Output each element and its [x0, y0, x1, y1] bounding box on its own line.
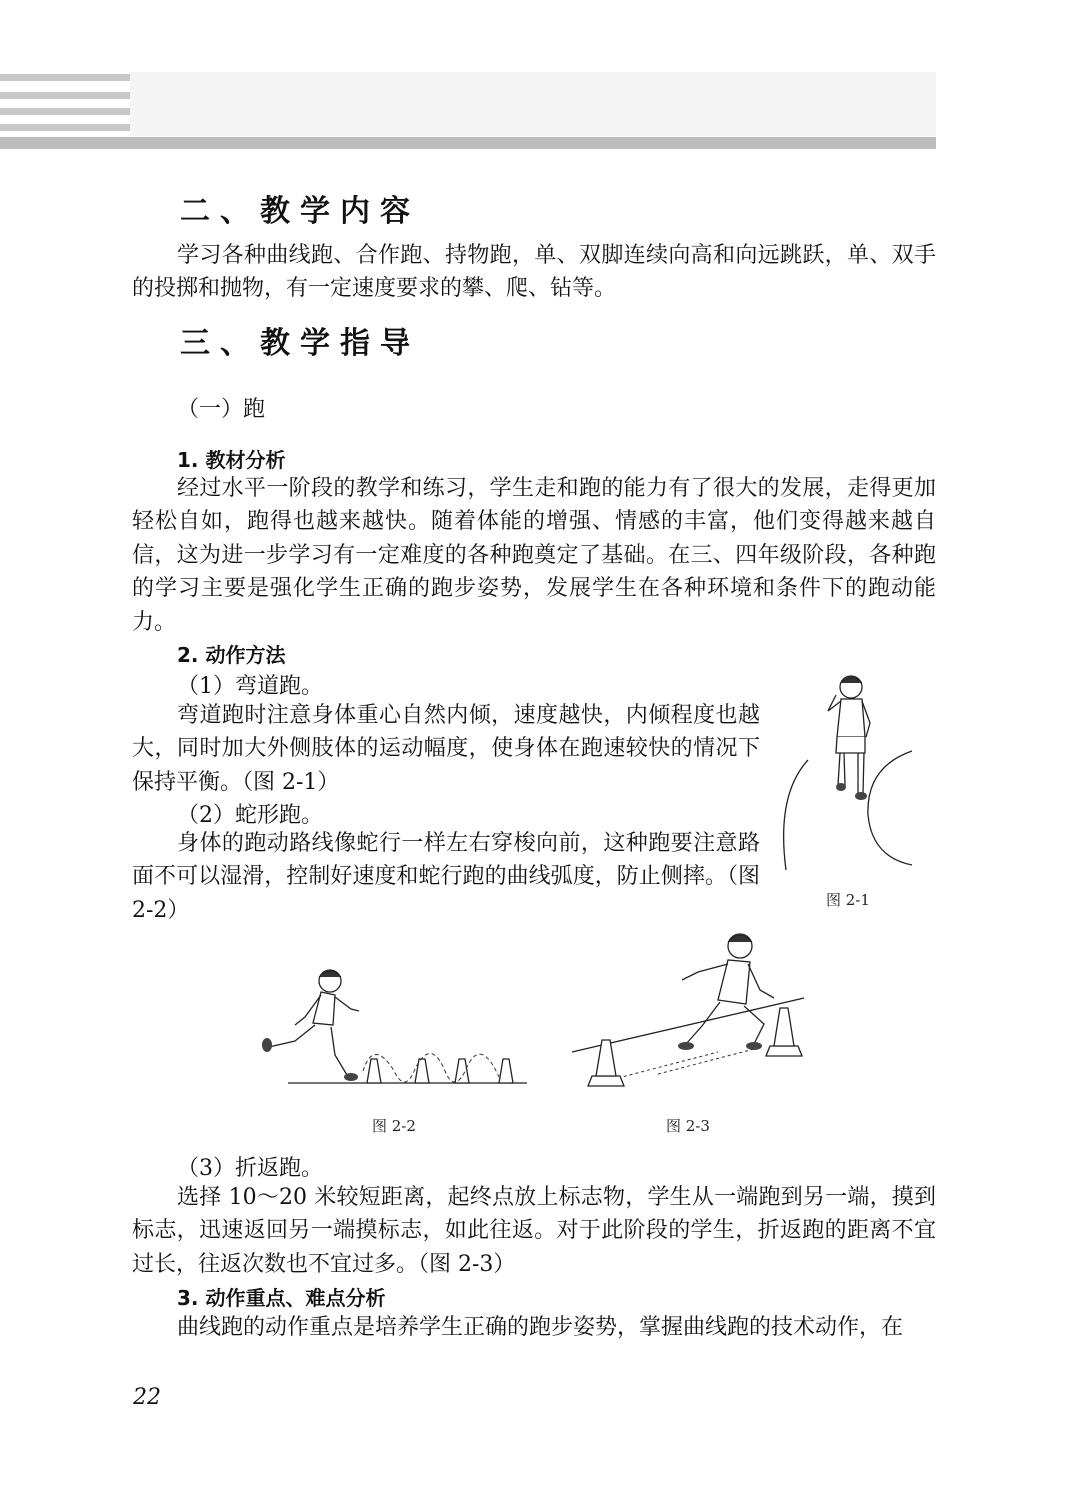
run-heading: （一）跑 — [177, 397, 266, 422]
curve-run-heading: （1）弯道跑。 — [177, 674, 323, 699]
curve-run-paragraph: 弯道跑时注意身体重心自然内倾，速度越快，内倾程度也越大，同时加大外侧肢体的运动幅度，使身体在跑速较快的情况下保持平衡。（图 2-1） — [132, 703, 760, 795]
header-band — [130, 72, 936, 136]
snake-run-paragraph: 身体的跑动路线像蛇行一样左右穿梭向前，这种跑要注意路面不可以湿滑，控制好速度和蛇行跑的曲线弧度，防止侧摔。（图 2-2） — [132, 831, 760, 923]
figure-2-3-caption: 图 2-3 — [666, 1117, 710, 1135]
method-heading: 2. 动作方法 — [177, 643, 286, 667]
header-stripe — [0, 108, 130, 115]
header-stripe — [0, 74, 130, 81]
section-title-guide: 三、教学指导 — [180, 326, 420, 361]
header-stripe — [0, 124, 130, 131]
figure-2-3-illustration — [568, 928, 808, 1098]
figure-2-1-caption: 图 2-1 — [826, 891, 870, 909]
shuttle-run-paragraph: 选择 10～20 米较短距离，起终点放上标志物，学生从一端跑到另一端，摸到标志，迅速返回另一端摸标志，如此往返。对于此阶段的学生，折返跑的距离不宜过长，往返次数也不宜过多。（图 2-3） — [132, 1185, 936, 1277]
snake-run-heading: （2）蛇形跑。 — [177, 803, 323, 828]
page-number: 22 — [133, 1385, 161, 1410]
content-paragraph: 学习各种曲线跑、合作跑、持物跑，单、双脚连续向高和向远跳跃，单、双手的投掷和抛物，有一定速度要求的攀、爬、钻等。 — [132, 243, 936, 302]
analysis-heading: 1. 教材分析 — [177, 448, 286, 472]
header-stripe — [0, 92, 130, 99]
analysis-paragraph: 经过水平一阶段的教学和练习，学生走和跑的能力有了很大的发展，走得更加轻松自如，跑得也越来越快。随着体能的增强、情感的丰富，他们变得越来越自信，这为进一步学习有一定难度的各种跑奠定了基础。在三、四年级阶段，各种跑的学习主要是强化学生正确的跑步姿势，发展学生在各种环境和条件下的跑动能力。 — [132, 476, 936, 635]
figure-2-2-illustration — [255, 955, 530, 1095]
header-bar — [0, 137, 936, 149]
figure-2-1-illustration — [778, 665, 918, 875]
shuttle-run-heading: （3）折返跑。 — [177, 1156, 323, 1181]
key-points-heading: 3. 动作重点、难点分析 — [177, 1286, 386, 1310]
key-points-paragraph: 曲线跑的动作重点是培养学生正确的跑步姿势，掌握曲线跑的技术动作，在 — [177, 1315, 904, 1340]
figure-2-2-caption: 图 2-2 — [372, 1117, 416, 1135]
section-title-content: 二、教学内容 — [180, 194, 420, 229]
